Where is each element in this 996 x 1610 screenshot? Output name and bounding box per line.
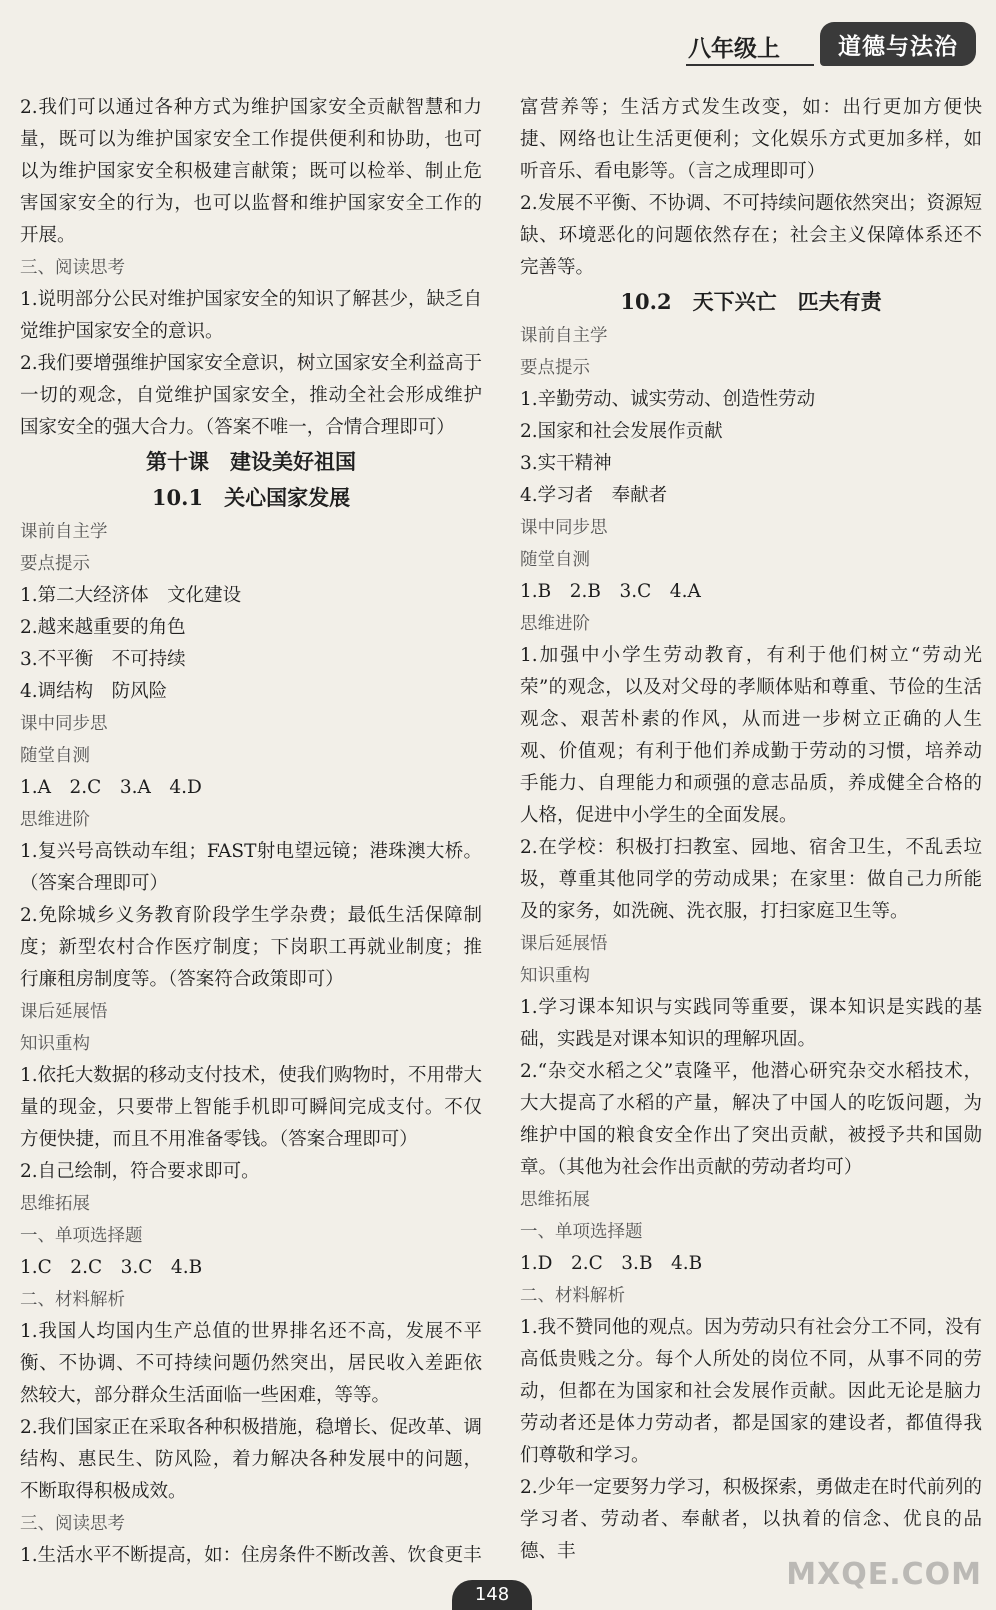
answer-columns — [0, 92, 996, 1582]
answer-text: 1.加强中小学生劳动教育，有利于他们树立“劳动光荣”的观念，以及对父母的孝顺体贴和尊重、节俭的生活观念、艰苦朴素的作风，从而进一步树立正确的人生观、价值观；有利于他们养成勤于劳动的习惯，培养动手能力、自理能力和顽强的意志品质，养成健全合格的人格，促进中小学生的全面发展。 — [520, 645, 982, 826]
answer-text: 2.自己绘制，符合要求即可。 — [20, 1161, 260, 1182]
section-heading: 要点提示 — [520, 358, 590, 378]
section-heading: 一、单项选择题 — [20, 1226, 143, 1246]
section-heading: 思维拓展 — [520, 1190, 590, 1210]
answer-text: 2.“杂交水稻之父”袁隆平，他潜心研究杂交水稻技术，大大提高了水稻的产量，解决了中国人的吃饭问题，为维护中国的粮食安全作出了突出贡献，被授予共和国勋章。（其他为社会作出贡献的劳动者均可） — [520, 1061, 982, 1178]
answer-text: 4.学习者 奉献者 — [520, 485, 668, 506]
answer-text: 3.实干精神 — [520, 453, 612, 474]
answer-text: 2.我们可以通过各种方式为维护国家安全贡献智慧和力量，既可以为维护国家安全工作提供便利和协助，也可以为维护国家安全积极建言献策；既可以检举、制止危害国家安全的行为，也可以监督和维护国家安全工作的开展。 — [20, 97, 482, 246]
right-column — [520, 92, 982, 1568]
answer-text: 1.第二大经济体 文化建设 — [20, 585, 242, 606]
answer-text: 1.C 2.C 3.C 4.B — [20, 1257, 203, 1278]
section-heading: 思维拓展 — [20, 1194, 90, 1214]
section-heading: 一、单项选择题 — [520, 1222, 643, 1242]
lesson-title: 第十课 建设美好祖国 — [146, 449, 356, 474]
left-column — [20, 92, 482, 1572]
section-heading: 思维进阶 — [20, 810, 90, 830]
header-rule — [686, 64, 814, 66]
section-heading: 课中同步思 — [20, 714, 108, 734]
section-heading: 课前自主学 — [20, 522, 108, 542]
answer-text: 2.在学校：积极打扫教室、园地、宿舍卫生，不乱丢垃圾，尊重其他同学的劳动成果；在家里：做自己力所能及的家务，如洗碗、洗衣服，打扫家庭卫生等。 — [520, 837, 982, 922]
answer-text: 2.我们要增强维护国家安全意识，树立国家安全利益高于一切的观念，自觉维护国家安全，推动全社会形成维护国家安全的强大合力。（答案不唯一，合情合理即可） — [20, 353, 482, 438]
answer-text: 1.D 2.C 3.B 4.B — [520, 1253, 703, 1274]
section-heading: 思维进阶 — [520, 614, 590, 634]
answer-text: 2.我们国家正在采取各种积极措施，稳增长、促改革、调结构、惠民生、防风险，着力解决各种发展中的问题，不断取得积极成效。 — [20, 1417, 482, 1502]
section-heading: 三、阅读思考 — [20, 1514, 125, 1534]
answer-text: 1.B 2.B 3.C 4.A — [520, 581, 701, 602]
page-header — [0, 0, 996, 82]
section-heading: 随堂自测 — [520, 550, 590, 570]
section-heading: 课后延展悟 — [20, 1002, 108, 1022]
section-heading: 课中同步思 — [520, 518, 608, 538]
lesson-title: 10.2 天下兴亡 匹夫有责 — [620, 289, 882, 314]
section-heading: 随堂自测 — [20, 746, 90, 766]
answer-text: 1.我不赞同他的观点。因为劳动只有社会分工不同，没有高低贵贱之分。每个人所处的岗位不同，从事不同的劳动，但都在为国家和社会发展作贡献。因此无论是脑力劳动者还是体力劳动者，都是国家的建设者，都值得我们尊敬和学习。 — [520, 1317, 982, 1466]
page-number: 148 — [452, 1580, 532, 1610]
answer-text: 2.少年一定要努力学习，积极探索，勇做走在时代前列的学习者、劳动者、奉献者，以执着的信念、优良的品德、丰 — [520, 1477, 982, 1562]
answer-text: 1.A 2.C 3.A 4.D — [20, 777, 202, 798]
section-heading: 课后延展悟 — [520, 934, 608, 954]
subject-tab: 道德与法治 — [820, 22, 976, 66]
section-heading: 知识重构 — [520, 966, 590, 986]
answer-text: 1.生活水平不断提高，如：住房条件不断改善、饮食更丰 — [20, 1545, 482, 1566]
answer-text: 2.越来越重要的角色 — [20, 617, 186, 638]
answer-text: 1.复兴号高铁动车组；FAST射电望远镜；港珠澳大桥。（答案合理即可） — [20, 841, 482, 894]
section-heading: 课前自主学 — [520, 326, 608, 346]
watermark-logo: MXQE.COM — [786, 1557, 982, 1592]
answer-text: 4.调结构 防风险 — [20, 681, 168, 702]
section-heading: 二、材料解析 — [20, 1290, 125, 1310]
answer-text: 1.学习课本知识与实践同等重要，课本知识是实践的基础，实践是对课本知识的理解巩固。 — [520, 997, 982, 1050]
answer-text: 2.国家和社会发展作贡献 — [520, 421, 723, 442]
grade-label: 八年级上 — [688, 35, 780, 62]
answer-text: 1.我国人均国内生产总值的世界排名还不高，发展不平衡、不协调、不可持续问题仍然突出，居民收入差距依然较大，部分群众生活面临一些困难，等等。 — [20, 1321, 482, 1406]
answer-text: 富营养等；生活方式发生改变，如：出行更加方便快捷、网络也让生活更便利；文化娱乐方式更加多样，如听音乐、看电影等。（言之成理即可） — [520, 97, 982, 182]
section-heading: 要点提示 — [20, 554, 90, 574]
section-heading: 三、阅读思考 — [20, 258, 125, 278]
section-heading: 二、材料解析 — [520, 1286, 625, 1306]
section-heading: 知识重构 — [20, 1034, 90, 1054]
answer-text: 2.免除城乡义务教育阶段学生学杂费；最低生活保障制度；新型农村合作医疗制度；下岗职工再就业制度；推行廉租房制度等。（答案符合政策即可） — [20, 905, 482, 990]
answer-text: 3.不平衡 不可持续 — [20, 649, 186, 670]
answer-text: 2.发展不平衡、不协调、不可持续问题依然突出；资源短缺、环境恶化的问题依然存在；社会主义保障体系还不完善等。 — [520, 193, 982, 278]
lesson-title: 10.1 关心国家发展 — [151, 485, 351, 510]
answer-text: 1.辛勤劳动、诚实劳动、创造性劳动 — [520, 389, 816, 410]
answer-text: 1.依托大数据的移动支付技术，使我们购物时，不用带大量的现金，只要带上智能手机即可瞬间完成支付。不仅方便快捷，而且不用准备零钱。（答案合理即可） — [20, 1065, 482, 1150]
answer-text: 1.说明部分公民对维护国家安全的知识了解甚少，缺乏自觉维护国家安全的意识。 — [20, 289, 482, 342]
